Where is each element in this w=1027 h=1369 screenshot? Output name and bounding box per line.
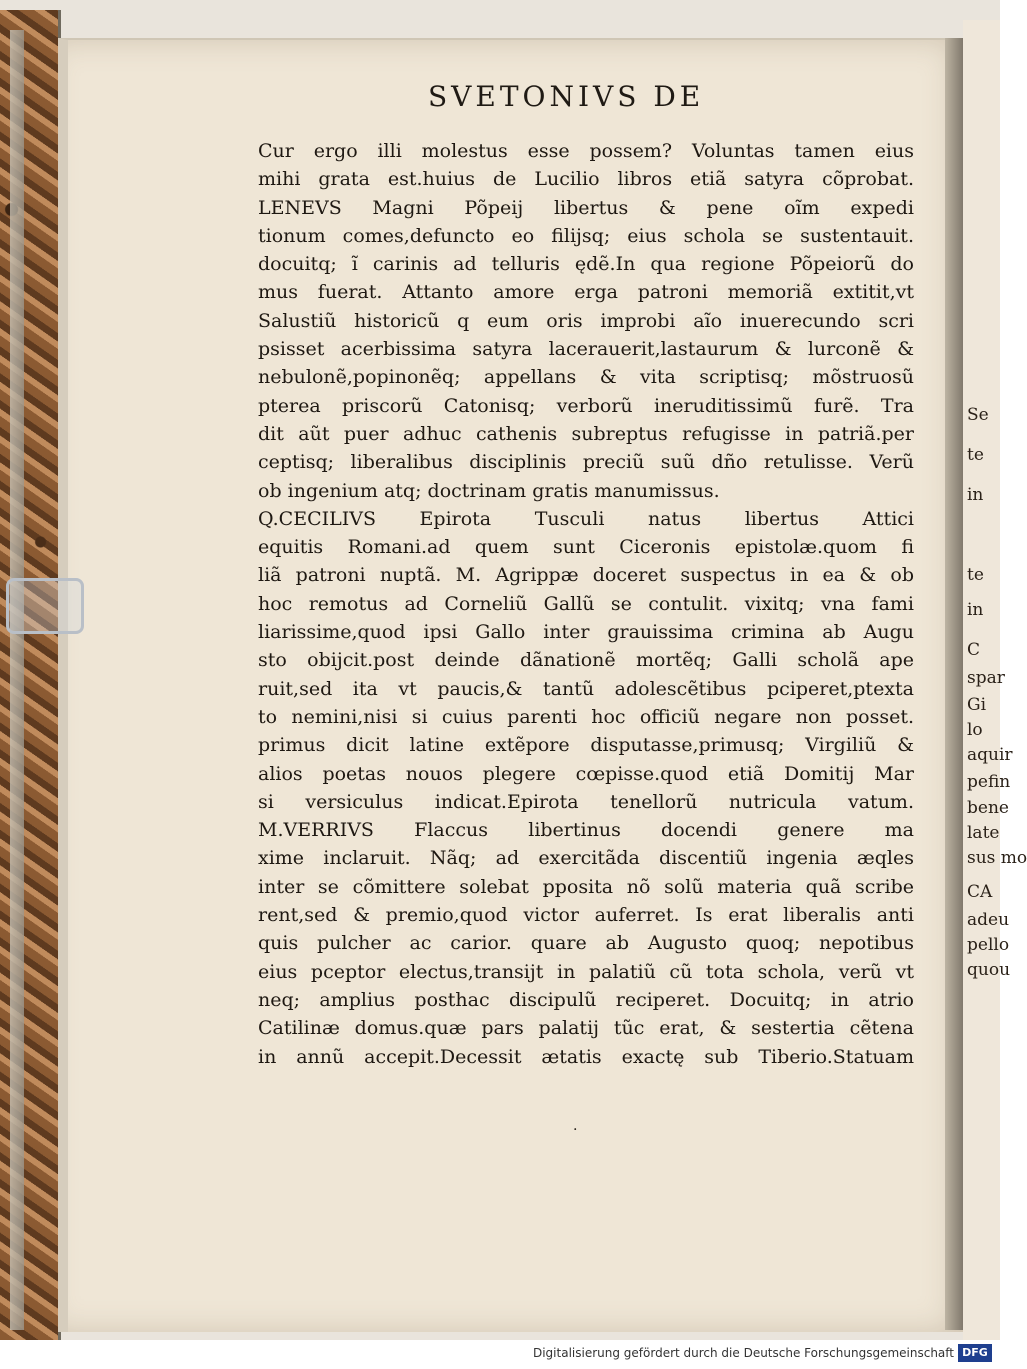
text-line: alios poetas nouos plegere cœpisse.quod etiã Domitij Mar (258, 762, 914, 785)
text-line: tionum comes,defuncto eo filijsq; eius schola se sustentauit. (258, 224, 914, 247)
text-line: to nemini,nisi si cuius parenti hoc officiũ negare non posset. (258, 705, 914, 728)
text-line: primus dicit latine extẽpore disputasse,primusq; Virgiliũ & (258, 734, 914, 757)
text-block (258, 137, 914, 1071)
text-line: sto obijcit.post deinde dãnationẽ mortẽq; Galli scholã ape (258, 649, 914, 672)
edge-fragment: late (967, 823, 1000, 843)
edge-fragment: sus mo (967, 848, 1027, 868)
text-line: equitis Romani.ad quem sunt Ciceronis epistolæ.quom fi (258, 536, 914, 559)
text-line: mihi grata est.huius de Lucilio libros etiã satyra cõprobat. (258, 168, 914, 191)
edge-fragment: Se (967, 405, 989, 425)
text-line: rent,sed & premio,quod victor auferret. Is erat liberalis anti (258, 904, 914, 927)
facing-page-edge (963, 20, 1027, 1340)
text-line: M.VERRIVS Flaccus libertinus docendi genere ma (258, 819, 914, 842)
edge-fragment: in (967, 600, 984, 620)
text-line: ruit,sed ita vt paucis,& tantũ adolescẽtibus pciperet,ptexta (258, 677, 914, 700)
edge-fragment: spar (967, 668, 1005, 688)
edge-fragment: bene (967, 798, 1009, 818)
text-line: psisset acerbissima satyra lacerauerit,lastaurum & lurconẽ & (258, 338, 914, 361)
text-line: Catilinæ domus.quæ pars palatij tũc erat, & sestertia cẽtena (258, 1017, 914, 1040)
text-line: mus fuerat. Attanto amore erga patroni memoriã extitit,vt (258, 281, 914, 304)
edge-fragment: CA (967, 882, 993, 902)
text-line: nebulonẽ,popinonẽq; appellans & vita scriptisq; mõstruosũ (258, 366, 914, 389)
page-gutter (945, 38, 965, 1330)
footer-credit: Digitalisierung gefördert durch die Deutsche Forschungsgemeinschaft (532, 1346, 954, 1360)
text-line: in annũ accepit.Decessit ætatis exactę sub Tiberio.Statuam (258, 1045, 914, 1068)
text-line: pterea priscorũ Catonisq; verborũ ineruditissimũ furẽ. Tra (258, 394, 914, 417)
edge-fragment: aquir (967, 745, 1013, 765)
text-line: liarissime,quod ipsi Gallo inter grauissima crimina ab Augu (258, 621, 914, 644)
text-line: dit aũt puer adhuc cathenis subreptus refugisse in patriã.per (258, 422, 914, 445)
edge-fragment: in (967, 485, 984, 505)
text-line: Q.CECILIVS Epirota Tusculi natus libertus Attici (258, 507, 914, 530)
text-line: liã patroni nuptã. M. Agrippæ doceret suspectus in ea & ob (258, 564, 914, 587)
edge-fragment: te (967, 565, 984, 585)
text-line: Salustiũ historicũ q eum oris improbi aĩo inuerecundo scri (258, 309, 914, 332)
text-line: inter se cõmittere solebat pposita nõ solũ materia quã scribe (258, 875, 914, 898)
dfg-logo-icon[interactable]: DFG (958, 1344, 992, 1362)
edge-fragment: pello (967, 935, 1010, 955)
edge-fragment: C (967, 640, 981, 660)
text-line: quis pulcher ac carior. quare ab Augusto quoq; nepotibus (258, 932, 914, 955)
text-line: docuitq; ĩ carinis ad telluris ędẽ.In qua regione Põpeiorũ do (258, 253, 914, 276)
text-line: eius pceptor electus,transijt in palatiũ cũ tota schola, verũ vt (258, 960, 914, 983)
edge-fragment: Gi (967, 695, 987, 715)
edge-fragment: te (967, 445, 984, 465)
running-head: SVETONIVS DE (428, 80, 705, 113)
catchword: . (573, 1118, 578, 1134)
text-line: si versiculus indicat.Epirota tenellorũ nutricula vatum. (258, 790, 914, 813)
text-line: xime inclaruit. Nãq; ad exercitãda discentiũ ingenia æqles (258, 847, 914, 870)
text-line: Cur ergo illi molestus esse possem? Voluntas tamen eius (258, 140, 914, 162)
text-line: ceptisq; liberalibus disciplinis preciũ suũ dño retulisse. Verũ (258, 451, 914, 474)
text-line: neq; amplius posthac discipulũ reciperet. Docuitq; in atrio (258, 988, 914, 1011)
text-line: LENEVS Magni Põpeij libertus & pene oĩm expedi (258, 196, 914, 219)
text-line: hoc remotus ad Corneliũ Gallũ se contulit. vixitq; vna fami (258, 592, 914, 615)
bookmark-clip-icon (6, 578, 84, 634)
edge-fragment: pefin (967, 772, 1011, 792)
edge-fragment: quou (967, 960, 1011, 980)
edge-fragment: adeu (967, 910, 1010, 930)
text-line: ob ingenium atq; doctrinam gratis manumissus. (258, 479, 720, 502)
cover-edge (10, 30, 24, 1330)
edge-fragment: lo (967, 720, 983, 740)
